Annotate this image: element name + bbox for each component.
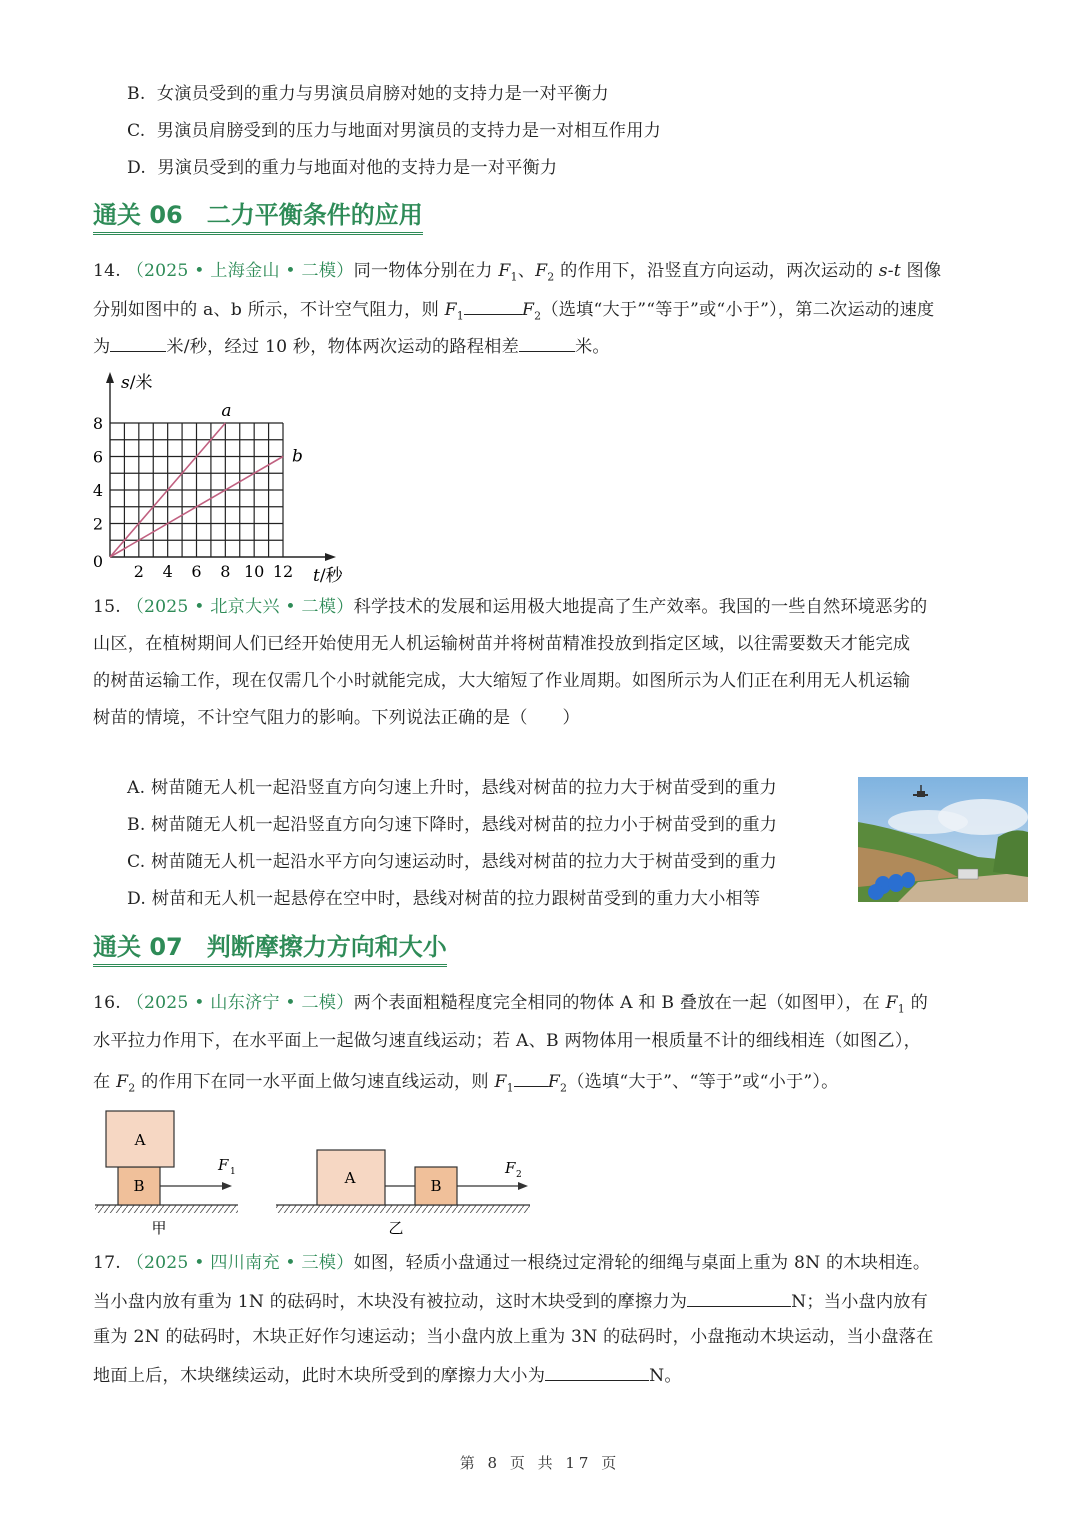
- answer-blank[interactable]: [514, 1068, 548, 1087]
- force-subscript: 2: [547, 270, 555, 284]
- block-b-label: B: [133, 1177, 145, 1195]
- q15-line-2: 山区，在植树期间人们已经开始使用无人机运输树苗并将树苗精准投放到指定区域，以往需要数天才能完成: [93, 634, 911, 654]
- q17-text: N。: [649, 1366, 682, 1386]
- x-axis-label: t/秒: [313, 566, 343, 586]
- prev-option-d: [127, 156, 557, 180]
- q17-text: 当小盘内放有重为 1N 的砝码时，木块没有被拉动，这时木块受到的摩擦力为: [93, 1292, 688, 1312]
- force-symbol: F: [521, 300, 535, 320]
- svg-text:6: 6: [92, 447, 104, 467]
- force-label: F: [505, 1159, 516, 1177]
- force-symbol: F: [116, 1072, 129, 1092]
- q14-text: （选填“大于”“等于”或“小于”），第二次运动的速度: [541, 300, 935, 320]
- option-letter: B.: [127, 815, 146, 835]
- separator: 、: [517, 261, 536, 281]
- force-subscript: 1: [510, 270, 518, 284]
- force-label-sub: 1: [230, 1167, 236, 1177]
- svg-text:6: 6: [191, 562, 202, 581]
- q15-option-d: [127, 887, 760, 911]
- answer-blank[interactable]: [687, 1288, 791, 1307]
- prev-option-c: [127, 119, 661, 143]
- st-symbol: s-t: [878, 261, 901, 281]
- question-number: 15.: [93, 597, 121, 617]
- graph-grid: [110, 423, 283, 557]
- q15-option-a: [127, 776, 777, 800]
- figure-yi: [276, 1150, 530, 1237]
- figure-jia: [95, 1111, 238, 1237]
- option-letter: A.: [127, 778, 146, 798]
- q14-text: 米/秒，经过 10 秒，物体两次运动的路程相差: [166, 337, 519, 357]
- q14-line-3: [93, 333, 610, 359]
- series-label: b: [292, 446, 303, 467]
- question-number: 14.: [93, 261, 121, 281]
- force-symbol: F: [535, 261, 548, 281]
- q17-line-4: [93, 1362, 682, 1388]
- option-text: 树苗和无人机一起悬停在空中时，悬线对树苗的拉力跟树苗受到的重力大小相等: [151, 889, 761, 909]
- svg-text:2: 2: [92, 514, 104, 534]
- svg-text:2: 2: [133, 562, 144, 581]
- svg-text:8: 8: [220, 562, 231, 581]
- prev-option-b: [127, 82, 609, 106]
- force-subscript: 1: [897, 1002, 905, 1016]
- option-letter: C.: [127, 852, 146, 872]
- q17-line-2: [93, 1288, 928, 1314]
- q14-text: 分别如图中的 a、b 所示，不计空气阻力，则: [93, 300, 445, 320]
- option-text: 树苗随无人机一起沿竖直方向匀速上升时，悬线对树苗的拉力大于树苗受到的重力: [150, 778, 777, 798]
- question-number: 17.: [93, 1253, 121, 1273]
- q15-text: 科学技术的发展和运用极大地提高了生产效率。我国的一些自然环境恶劣的: [353, 597, 928, 617]
- option-text: 男演员肩膀受到的压力与地面对男演员的支持力是一对相互作用力: [156, 121, 661, 141]
- option-text: 树苗随无人机一起沿竖直方向匀速下降时，悬线对树苗的拉力小于树苗受到的重力: [151, 815, 778, 835]
- force-arrow-icon: [518, 1182, 528, 1190]
- tick-labels: [93, 414, 293, 581]
- q15-line-4: 树苗的情境，不计空气阻力的影响。下列说法正确的是（ ）: [93, 708, 580, 728]
- force-subscript: 2: [559, 1081, 568, 1095]
- q17-text: 如图，轻质小盘通过一根绕过定滑轮的细绳与桌面上重为 8N 的木块相连。: [353, 1253, 931, 1273]
- q15-option-b: [127, 813, 777, 837]
- question-number: 16.: [93, 993, 121, 1013]
- q17-text: 地面上后，木块继续运动，此时木块所受到的摩擦力大小为: [93, 1366, 546, 1386]
- force-subscript: 2: [128, 1081, 136, 1095]
- svg-text:12: 12: [272, 562, 294, 581]
- q14-line-2: [93, 296, 934, 328]
- svg-text:8: 8: [92, 414, 104, 433]
- force-symbol: F: [444, 300, 457, 320]
- x-axis-arrow-icon: [325, 553, 336, 561]
- q16-text: 的作用下在同一水平面上做匀速直线运动，则: [135, 1072, 495, 1092]
- q14-text: 为: [93, 337, 111, 357]
- block-a-label: A: [134, 1131, 146, 1149]
- question-source: （2025 • 四川南充 • 三模）: [126, 1253, 354, 1273]
- force-label-sub: 2: [516, 1170, 522, 1180]
- option-text: 男演员受到的重力与地面对他的支持力是一对平衡力: [157, 158, 558, 178]
- block-b-label: B: [430, 1177, 442, 1195]
- q16-line-2: 水平拉力作用下，在水平面上一起做匀速直线运动；若 A、B 两物体用一根质量不计的细线相连（如图乙），: [93, 1031, 921, 1051]
- force-symbol: F: [547, 1072, 560, 1092]
- page-number: 第 8 页 共 17 页: [459, 1454, 621, 1472]
- option-text: 树苗随无人机一起沿水平方向匀速运动时，悬线对树苗的拉力大于树苗受到的重力: [151, 852, 778, 872]
- q14-text: 同一物体分别在力: [353, 261, 499, 281]
- drone-photo: [858, 777, 1028, 902]
- q16-text: 两个表面粗糙程度完全相同的物体 A 和 B 叠放在一起（如图甲），在: [353, 993, 886, 1013]
- svg-text:4: 4: [92, 481, 104, 500]
- y-axis-label: s/米: [121, 373, 153, 393]
- q14-text: 的作用下，沿竖直方向运动，两次运动的: [554, 261, 879, 281]
- svg-text:0: 0: [92, 552, 104, 571]
- q16-text: 的: [904, 993, 929, 1013]
- q16-text: （选填“大于”、“等于”或“小于”）。: [567, 1072, 839, 1092]
- block-a-label: A: [344, 1169, 356, 1187]
- q17-text: N；当小盘内放有: [791, 1292, 929, 1312]
- section-06-heading: 通关 06 二力平衡条件的应用: [93, 200, 423, 235]
- force-symbol: F: [494, 1072, 507, 1092]
- st-graph: [85, 365, 365, 587]
- answer-blank[interactable]: [464, 296, 522, 315]
- force-symbol: F: [885, 993, 898, 1013]
- option-letter: B.: [127, 84, 146, 104]
- q15-option-c: [127, 850, 777, 874]
- option-text: 女演员受到的重力与男演员肩膀对她的支持力是一对平衡力: [156, 84, 609, 104]
- option-letter: D.: [127, 889, 147, 909]
- option-letter: C.: [127, 121, 146, 141]
- force-arrow-icon: [222, 1182, 232, 1190]
- series-label: a: [221, 401, 232, 421]
- figure-label: 甲: [151, 1219, 167, 1237]
- force-symbol: F: [498, 261, 511, 281]
- force-subscript: 2: [534, 309, 542, 323]
- option-letter: D.: [127, 158, 147, 178]
- question-source: （2025 • 上海金山 • 二模）: [126, 261, 354, 281]
- svg-text:10: 10: [243, 562, 265, 581]
- q16-line-1: [93, 991, 928, 1021]
- q17-line-1: [93, 1251, 930, 1275]
- force-subscript: 1: [506, 1081, 514, 1095]
- q17-line-3: 重为 2N 的砝码时，木块正好作匀速运动；当小盘内放上重为 3N 的砝码时，小盘拖动木块运动，当小盘落在: [93, 1327, 934, 1347]
- blocks-figure: [85, 1100, 545, 1245]
- q14-line-1: [93, 259, 941, 289]
- q16-text: 在: [93, 1072, 117, 1092]
- figure-label: 乙: [388, 1219, 404, 1237]
- q16-line-3: [93, 1068, 839, 1100]
- force-subscript: 1: [456, 309, 464, 323]
- q15-line-3: 的树苗运输工作，现在仅需几个小时就能完成，大大缩短了作业周期。如图所示为人们正在利用无人机运输: [93, 671, 911, 691]
- question-source: （2025 • 北京大兴 • 二模）: [126, 597, 354, 617]
- q15-line-1: [93, 595, 927, 619]
- y-axis-arrow-icon: [106, 372, 114, 383]
- answer-blank[interactable]: [545, 1362, 649, 1381]
- answer-blank[interactable]: [110, 333, 166, 352]
- answer-blank[interactable]: [519, 333, 575, 352]
- q14-text: 图像: [900, 261, 942, 281]
- q14-text: 米。: [574, 337, 610, 357]
- section-07-heading: 通关 07 判断摩擦力方向和大小: [93, 932, 447, 967]
- svg-text:4: 4: [162, 562, 173, 581]
- question-source: （2025 • 山东济宁 • 二模）: [126, 993, 354, 1013]
- force-label: F: [218, 1156, 229, 1174]
